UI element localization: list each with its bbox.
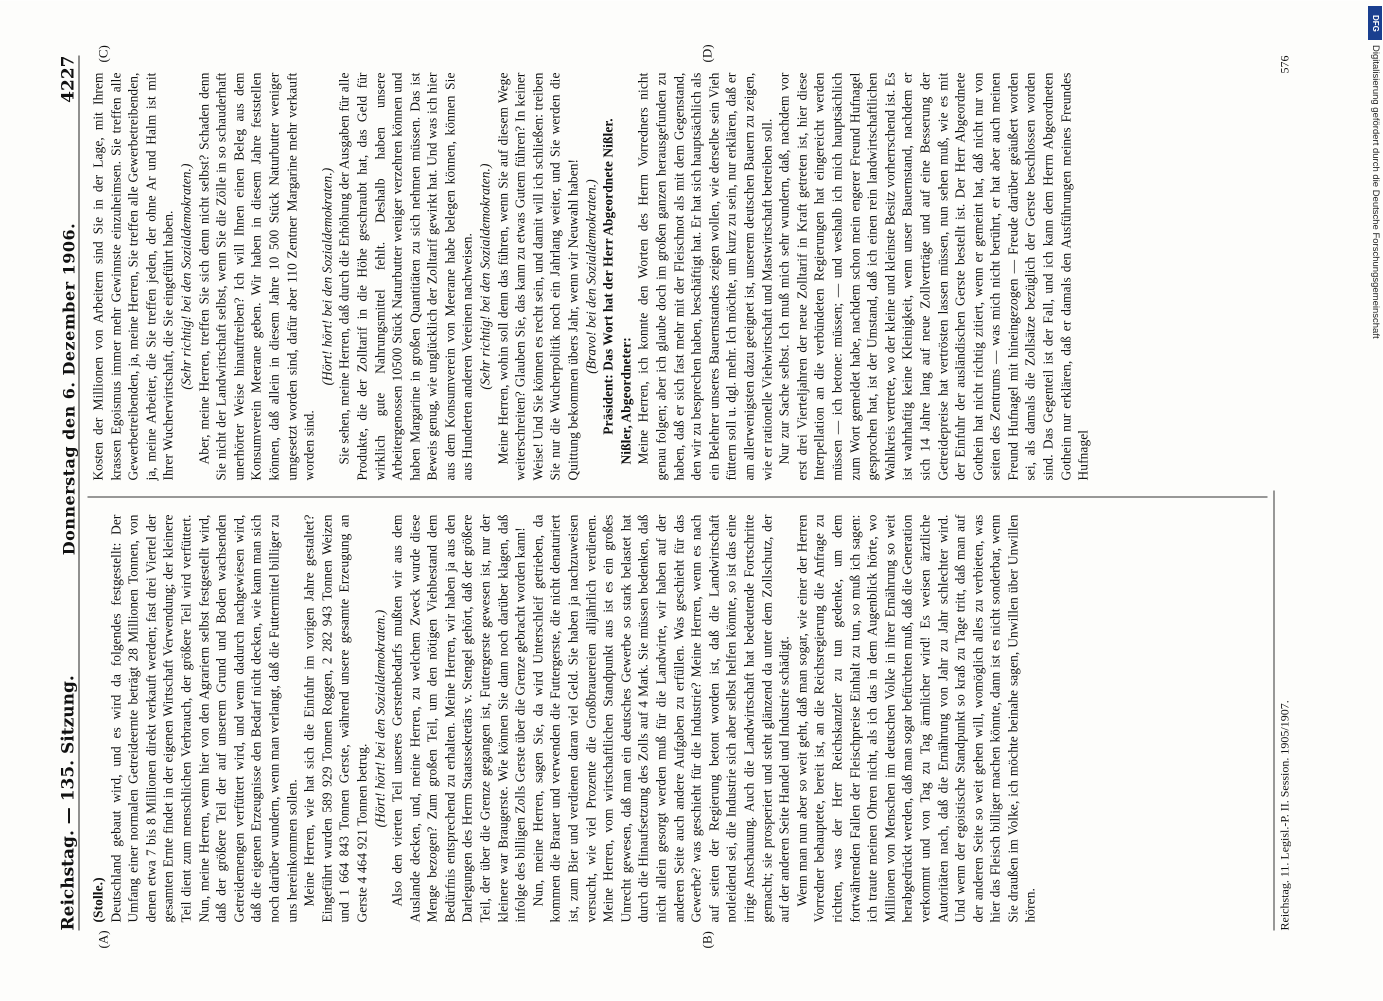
margin-marker-d: (D) xyxy=(699,44,715,63)
paragraph: Wenn man nun aber so weit geht, daß man sogar, wie einer der Herren Vorredner behauptete, bereit ist, an die Reichsregierung die Anfrage zu richten, was der Herr Reichskanzler zu tun gedenke, um dem fortwährenden Fallen der Fleischpreise Einhalt zu tun, so muß ich sagen: ich traute meinen Ohren nicht, als ich das in dem Augenblick hörte, wo Millionen von Menschen im deutschen Volke in ihrer Ernährung so weit herabgedrückt werden, daß man sogar befürchten muß, daß die Generation verkommt und von Tag zu Tag ärmlicher wird! Es weisen ärztliche Autoritäten nach, daß die Ernährung von Jahr zu Jahr schlechter wird. Und wenn der egoistische Standpunkt so kraß zu Tage tritt, daß man auf der anderen Seite so weit gehen will, womöglich alles zu verbieten, was hier das Fleisch billiger machen könnte, dann ist es nicht sonderbar, wenn Sie draußen im Volke, ich möchte beinahe sagen, Unwillen über Unwillen hören. xyxy=(794,514,1038,923)
margin-marker-b: (B) xyxy=(699,931,715,949)
paragraph: Deutschland gebaut wird, und es wird da folgendes festgestellt: Der Umfang einer normalen Getreideernte beträgt 28 Millionen Tonnen, von denen etwa 7 bis 8 Millionen direkt verkauft werden; fast drei Viertel der gesamten Ernte findet in der eigenen Wirtschaft Verwendung; der kleinere Teil dient zum menschlichen Verbrauch, der größere Teil wird verfüttert. Nun, meine Herren, wenn hier von den Agrariern selbst festgestellt wird, daß der größere Teil der auf unserem Grund und Boden wachsenden Getreidemengen verfüttert wird, und wenn dadurch nachgewiesen wird, daß die eigenen Erzeugnisse den Bedarf nicht decken, wie kann man sich noch darüber wundern, wenn man verlangt, daß die Futtermittel billiger zu uns hereinkommen sollen. xyxy=(108,514,300,923)
stage-direction: (Sehr richtig! bei den Sozialdemokraten.) xyxy=(178,163,194,390)
right-column xyxy=(90,73,1270,481)
margin-marker-a: (A) xyxy=(95,930,111,949)
speaker-continuation: (Stolle.) xyxy=(90,877,106,923)
header-left: Reichstag. — 135. Sitzung. xyxy=(58,675,79,931)
page-header xyxy=(55,56,80,931)
paragraph: Meine Herren, ich konnte den Worten des Herrn Vorredners nicht genau folgen; aber ich glaube doch im großen ganzen herausgefunden zu haben, daß er sich fast mehr mit der Fleischnot als mit dem Gegenstand, den wir zu besprechen haben, beschäftigt hat. Er hat sich hauptsächlich als ein Belehrer unseres Bauernstandes zeigen wollen, wie derselbe sein Vieh füttern soll u. dgl. mehr. Ich möchte, um kurz zu sein, nur erklären, daß er am allerwenigsten dazu geeignet ist, unserem deutschen Bauern zu zeigen, wie er rationelle Viehwirtschaft und Mastwirtschaft betreiben soll. xyxy=(635,72,775,481)
paragraph: Kosten der Millionen von Arbeitern sind Sie in der Lage, mit Ihrem krassen Egoismus immer mehr Gewinnste einzuheimsen. Sie treffen alle Gewerbetreibenden, ja, meine Herren, Sie treffen alle Gewerbetreibenden, ja, meine Arbeiter, die Sie treffen jeden, der ohne Ar und Halm ist mit Ihrer Wucherwirtschaft, die Sie eingeführt haben. xyxy=(90,72,176,481)
paragraph: Meine Herren, wohin soll denn das führen, wenn Sie auf diesem Wege weiterschreiten? Glauben Sie, das kann zu etwas Gutem führen? In keiner Weise! Und Sie können es recht sein, und damit will ich schließen: treiben Sie nur die Wucherpolitik noch ein Jahrlang weiter, und Sie werden die Quittung bekommen übers Jahr, wenn wir Neuwahl haben! xyxy=(495,72,581,481)
digitization-credit: Digitalisierung gefördert durch die Deutsche Forschungsgemeinschaft xyxy=(1370,45,1381,339)
footer-rule xyxy=(1274,491,1275,931)
paragraph: Meine Herren, wie hat sich die Einfuhr im vorigen Jahre gestaltet? Eingeführt wurden 589 929 Tonnen Roggen, 2 282 943 Tonnen Weizen und 1 664 843 Tonnen Gerste, während unsere gesamte Erzeugung an Gerste 4 464 921 Tonnen betrug. xyxy=(301,514,370,923)
left-column xyxy=(90,515,1270,923)
sheet-number: 576 xyxy=(1277,55,1292,74)
paragraph: Nur zur Sache selbst. Ich muß mich sehr wundern, daß, nachdem vor erst drei Vierteljahren der neue Zolltarif in Kraft getreten ist, hier diese Interpellation an die verbündeten Regierungen hat eingereicht werden müssen — ich betone: müssen; — und weshalb ich mich hauptsächlich zum Wort gemeldet habe, nachdem schon mein engerer Freund Hufnagel gesprochen hat, ist der Umstand, daß ich einen rein landwirtschaftlichen Wahlkreis vertrete, wo der kleine und kleinste Besitz vorherrschend ist. Es ist wahrhaftig keine Kleinigkeit, wenn unser Bauernstand, nachdem er sich 14 Jahre lang auf neue Zollverträge und auf eine Besserung der Getreidepreise hat vertrösten lassen müssen, nun sehen muß, wie es mit der Einfuhr der ausländischen Gerste bestellt ist. Der Herr Abgeordnete Gothein hat nicht richtig zitiert, wenn er gemeint hat, daß nicht nur von seiten des Zentrums — was mich nicht berührt, er hat aber auch meinen Freund Hufnagel mit hineingezogen — Freude darüber geäußert worden sei, als damals die Zollsätze bezüglich der Gerste beschlossen worden sind. Das Gegenteil ist der Fall, und ich kann dem Herrn Abgeordneten Gothein nur erklären, daß er damals den Ausführungen meines Freundes Hufnagel xyxy=(776,72,1091,481)
paragraph: Aber, meine Herren, treffen Sie sich denn nicht selbst? Schaden denn Sie nicht der Landwirtschaft selbst, wenn Sie die Zölle in so schauderhaft unerhörter Weise hinauftreiben? Ich will Ihnen einen Beleg aus dem Konsumverein Meerane geben. Wir haben in diesem Jahre feststellen können, daß allein in diesem Jahre 10 500 Stück Naturbutter weniger umgesetzt worden sind, dafür aber 110 Zentner Margarine mehr verkauft worden sind. xyxy=(196,72,317,481)
paragraph: Sie sehen, meine Herren, daß durch die Erhöhung der Ausgaben für alle Produkte, die der Zolltarif in die Höhe geschraubt hat, das Geld für wirklich gute Nahrungsmittel fehlt. Deshalb haben unsere Arbeitergenossen 10500 Stück Naturbutter weniger verzehren können und haben Margarine in großen Quantitäten zu sich nehmen müssen. Das ist Beweis genug, wie unglücklich der Zolltarif gewirkt hat. Und was ich hier aus dem Konsumverein von Meerane habe belegen können, können Sie aus Hunderten anderen Vereinen nachweisen. xyxy=(336,72,475,481)
column-divider xyxy=(88,497,1268,498)
stage-direction: (Sehr richtig! bei den Sozialdemokraten.) xyxy=(477,163,493,390)
president-remark: Präsident: Das Wort hat der Herr Abgeordnete Nißler. xyxy=(600,118,616,435)
speaker-heading: Nißler, Abgeordneter: xyxy=(618,337,634,465)
header-date: Donnerstag den 6. Dezember 1906. xyxy=(59,222,79,556)
margin-marker-c: (C) xyxy=(95,45,111,63)
stage-direction: (Hört! hört! bei den Sozialdemokraten.) xyxy=(372,609,387,828)
dfg-logo-icon: DFG xyxy=(1368,6,1382,40)
page-footer xyxy=(1278,56,1293,931)
paragraph: Also den vierten Teil unseres Gerstenbedarfs mußten wir aus dem Auslande decken, und, meine Herren, zu welchem Zweck wurde diese Menge bezogen? Zum großen Teil, um den nötigen Viehbestand dem Bedürfnis entsprechend zu erhalten. Meine Herren, wir haben ja aus den Darlegungen des Herrn Staatssekretärs v. Stengel gehört, daß der größere Teil, der über die Grenze gegangen ist, Futtergerste gewesen ist, nur der kleinere war Braugerste. Wie können Sie dann noch darüber klagen, daß infolge des billigen Zolls Gerste über die Grenze gebracht worden kann! xyxy=(389,514,528,923)
page-number: 4227 xyxy=(58,55,79,103)
paragraph: Nun, meine Herren, sagen Sie, da wird Unterschleif getrieben, da kommen die Brauer und verwenden die Futtergerste, die nicht denaturiert ist, zum Bier und verdienen daran viel Geld. Sie haben ja nachzuweisen versucht, wie viel Prozente die Großbrauereien alljährlich verdienen. Meine Herren, vom wirtschaftlichen Standpunkt aus ist es ein großes Unrecht gewesen, daß man ein deutsches Gewerbe so stark belastet hat durch die Hinaufsetzung des Zolls auf 4 Mark. Sie müssen bedenken, daß nicht allein gesorgt werden muß für die Landwirte, wir haben auf der anderen Seite auch andere Aufgaben zu erfüllen. Was geschieht für das Gewerbe? was geschieht für die Industrie? Meine Herren, wenn es nach auf seiten der Regierung betont worden ist, daß die Landwirtschaft notleidend sei, die Industrie sich aber selbst helfen könnte, so ist das eine irrige Anschauung. Auch die Landwirtschaft hat bedeutende Fortschritte gemacht; sie prosperiert und steht glänzend da unter dem Zollschutz, der auf der anderen Seite Handel und Industrie schädigt. xyxy=(530,514,792,923)
stage-direction: (Hört! hört! bei den Sozialdemokraten.) xyxy=(319,167,335,386)
footer-session: Reichstag. 11. Legisl.-P. II. Session. 1905/1907. xyxy=(1277,700,1292,931)
stage-direction: (Bravo! bei den Sozialdemokraten.) xyxy=(583,179,599,374)
document-page xyxy=(0,1,1383,1001)
